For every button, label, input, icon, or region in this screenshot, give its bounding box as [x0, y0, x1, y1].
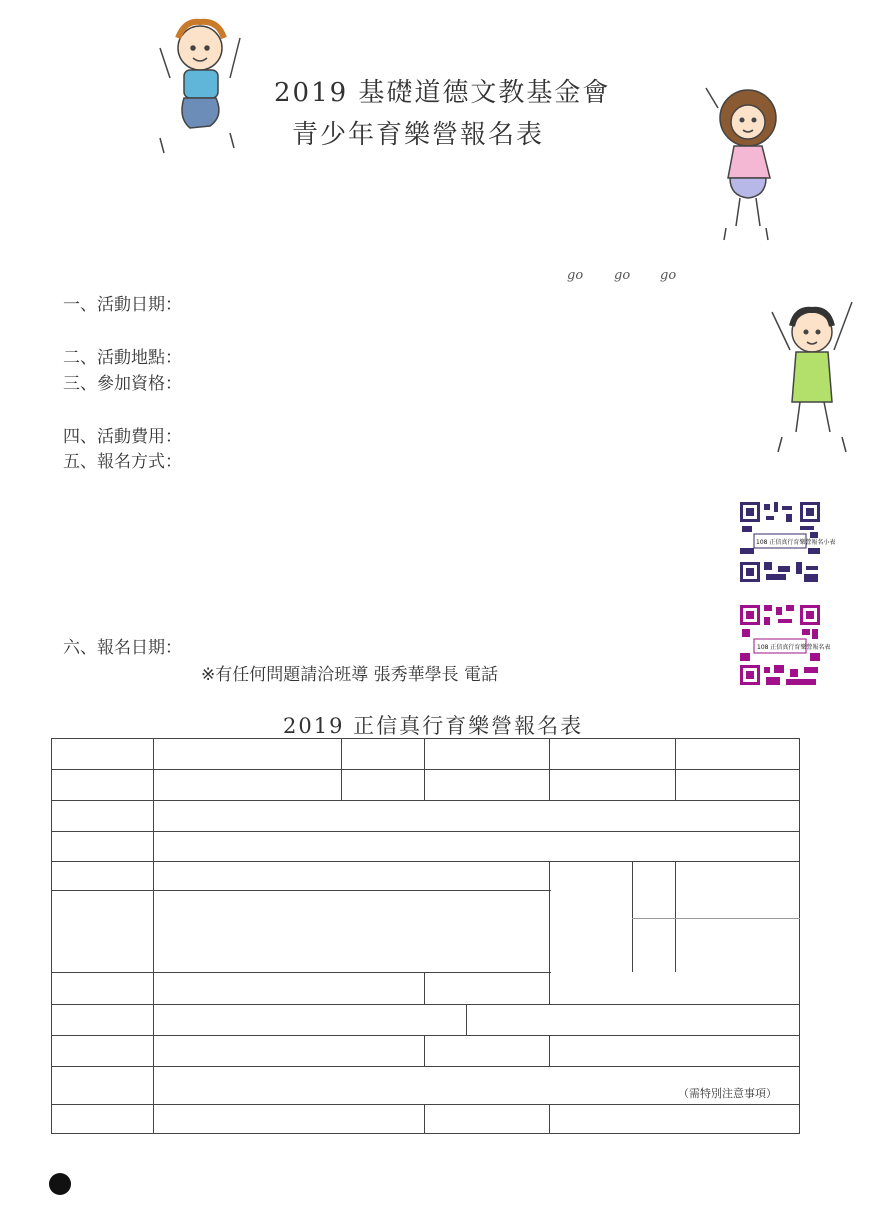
section-fee: 四、活動費用： — [63, 427, 182, 447]
contact-note: ※有任何問題請洽班導 張秀華學長 電話 — [201, 665, 499, 685]
go-mark: go — [660, 268, 677, 283]
event-title-line1: 2019 基礎道德文教基金會 — [274, 78, 611, 108]
qr-code-registration-form[interactable] — [738, 603, 831, 687]
boy-jumping-illustration — [150, 8, 250, 158]
qr-caption: 108 正信真行育樂營報名表 — [757, 644, 831, 651]
special-notes-hint: （需特別注意事項） — [678, 1087, 777, 1100]
event-title-line2: 青少年育樂營報名表 — [292, 120, 545, 150]
section-registration-date: 六、報名日期： — [63, 638, 182, 658]
go-mark: go — [567, 268, 584, 283]
form-title: 2019 正信真行育樂營報名表 — [283, 714, 584, 738]
section-eligibility: 三、參加資格： — [63, 374, 182, 394]
qr-caption: 108 正信真行育樂營報名小表 — [756, 539, 836, 546]
qr-code-registration-small[interactable] — [738, 500, 836, 584]
section-activity-location: 二、活動地點： — [63, 348, 182, 368]
girl-green-dress-illustration — [762, 292, 862, 462]
section-activity-date: 一、活動日期： — [63, 295, 182, 315]
girl-curly-hair-illustration — [700, 78, 790, 243]
go-mark: go — [614, 268, 631, 283]
section-registration-method: 五、報名方式： — [63, 452, 182, 472]
page-bullet-dot — [49, 1173, 71, 1195]
